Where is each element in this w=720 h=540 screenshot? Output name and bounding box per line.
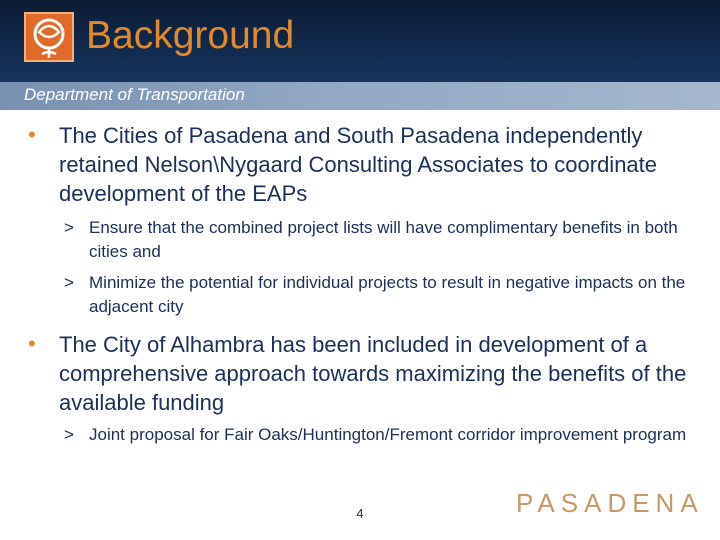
subtitle-bar — [0, 82, 720, 110]
sub-bullet-text: Joint proposal for Fair Oaks/Huntington/Fremont corridor improvement program — [89, 425, 687, 444]
header-bar — [0, 0, 720, 82]
chevron-right-icon: > — [64, 218, 74, 237]
bullet-item — [28, 121, 709, 208]
chevron-right-icon: > — [64, 273, 74, 292]
pasadena-brand-logo: PASADENA — [516, 488, 704, 518]
bullet-dot-icon: • — [28, 122, 36, 147]
bullet-dot-icon: • — [28, 331, 36, 356]
sub-bullet-text: Minimize the potential for individual projects to result in negative impacts on the adjacent city — [89, 273, 686, 316]
sub-bullet-item — [64, 216, 709, 264]
department-subtitle: Department of Transportation — [24, 85, 245, 104]
bullet-text: The Cities of Pasadena and South Pasadena independently retained Nelson\Nygaard Consulting Associates to coordinate development of the EAPs — [59, 123, 658, 206]
chevron-right-icon: > — [64, 425, 74, 444]
page-number: 4 — [356, 506, 364, 521]
rose-logo-icon — [24, 12, 74, 62]
bullet-text: The City of Alhambra has been included in development of a comprehensive approach towards maximizing the benefits of the available funding — [59, 332, 687, 415]
sub-bullet-item — [64, 271, 709, 319]
bullet-item — [28, 330, 709, 417]
page-title: Background — [86, 14, 295, 57]
sub-bullet-item — [64, 423, 709, 447]
sub-bullet-text: Ensure that the combined project lists will have complimentary benefits in both cities and — [89, 218, 678, 261]
